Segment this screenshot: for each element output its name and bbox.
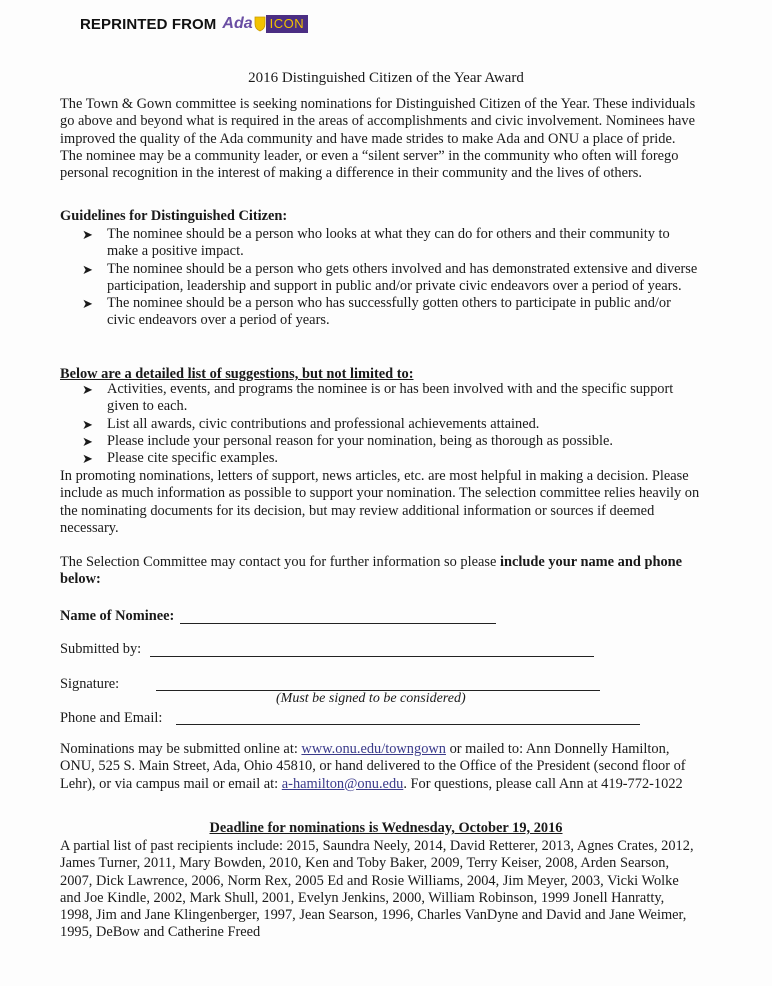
signature-label: Signature: xyxy=(60,676,120,692)
email-link[interactable]: a-hamilton@onu.edu xyxy=(281,775,404,792)
submission-text-1: Nominations may be submitted online at: xyxy=(60,741,302,757)
deadline-heading: Deadline for nominations is Wednesday, October 19, 2016 xyxy=(209,820,563,836)
shield-icon xyxy=(254,16,266,32)
list-item xyxy=(82,433,702,450)
list-item-text: Activities, events, and programs the nominee is or has been involved with and the specific support given to each. xyxy=(107,381,674,415)
list-item xyxy=(82,381,702,416)
arrowhead-bullet-icon: ➤ xyxy=(82,296,93,312)
contact-paragraph xyxy=(60,554,700,589)
list-item-text: Please cite specific examples. xyxy=(107,450,279,467)
contact-text: The Selection Committee may contact you for further information so please xyxy=(60,554,500,570)
contact-bold-text: include your name and phone below: xyxy=(60,554,683,588)
logo-ada-text: Ada xyxy=(222,15,253,32)
list-item xyxy=(82,226,702,261)
reprint-label: REPRINTED FROM xyxy=(80,15,217,33)
arrowhead-bullet-icon: ➤ xyxy=(82,261,93,277)
arrowhead-bullet-icon: ➤ xyxy=(82,227,93,242)
list-item xyxy=(82,261,702,296)
arrowhead-bullet-icon: ➤ xyxy=(82,416,93,432)
submission-text-3: . For questions, please call Ann at 419-772-1022 xyxy=(403,775,683,792)
list-item xyxy=(82,295,702,330)
guidelines-list xyxy=(82,226,702,330)
list-item xyxy=(82,450,702,467)
signature-note: (Must be signed to be considered) xyxy=(276,691,466,706)
arrowhead-bullet-icon: ➤ xyxy=(82,382,93,397)
nominee-label: Name of Nominee: xyxy=(60,608,175,624)
reprint-banner xyxy=(80,14,308,34)
towngown-link[interactable]: www.onu.edu/towngown xyxy=(301,741,446,757)
list-item-text: The nominee should be a person who has successfully gotten others to participate in public and/or civic endeavors over a period of years. xyxy=(107,295,671,329)
list-item-text: The nominee should be a person who gets others involved and has demonstrated extensive and diverse participation, leadership and support in public and/or private civic endeavors over a period of years. xyxy=(107,260,698,294)
suggestions-list xyxy=(82,381,702,467)
submission-paragraph xyxy=(60,741,700,793)
suggestions-heading: Below are a detailed list of suggestions, but not limited to: xyxy=(60,366,414,382)
promotion-paragraph: In promoting nominations, letters of support, news articles, etc. are most helpful in making a decision. Please include as much information as possible to support your nomination. The selection committee relies heavily on the nominating documents for its decision, but may review additional information or sources if deemed necessary. xyxy=(60,468,700,536)
past-recipients-paragraph: A partial list of past recipients include: 2015, Saundra Neely, 2014, David Retterer, 2013, Agnes Crates, 2012, James Turner, 2011, Mary Bowden, 2010, Ken and Toby Baker, 2009, Terry Keiser, 2008, Arden Searson, 2007, Dick Lawrence, 2006, Norm Rex, 2005 Ed and Rosie Williams, 2004, Jim Meyer, 2003, Vicki Wolke and Joe Kindle, 2002, Mark Shull, 2001, Evelyn Jenkins, 2000, William Robinson, 1999 Jonell Hanratty, 1998, Jim and Jane Klingenberger, 1997, Jean Searson, 1996, Charles VanDyne and David and Jane Weimer, 1995, DeBow and Catherine Freed xyxy=(60,838,694,941)
list-item-text: List all awards, civic contributions and professional achievements attained. xyxy=(107,415,540,432)
nominee-name-field[interactable] xyxy=(180,623,496,624)
logo-icon-text: ICON xyxy=(266,15,309,33)
arrowhead-bullet-icon: ➤ xyxy=(82,433,93,449)
submitted-by-label: Submitted by: xyxy=(60,641,142,657)
ada-icon-logo xyxy=(222,14,308,34)
phone-email-label: Phone and Email: xyxy=(60,710,163,726)
guidelines-heading: Guidelines for Distinguished Citizen: xyxy=(60,208,288,224)
list-item xyxy=(82,416,702,433)
arrowhead-bullet-icon: ➤ xyxy=(82,451,93,467)
submitted-by-field[interactable] xyxy=(150,656,594,657)
submission-text-2: or mailed to: Ann Donnelly Hamilton, ONU, 525 S. Main Street, Ada, Ohio 45810, or hand delivered to the Office of the President (second floor of Lehr), or via campus mail or email at: xyxy=(60,741,686,792)
intro-paragraph: The Town & Gown committee is seeking nominations for Distinguished Citizen of the Year. These individuals go above and beyond what is required in the areas of accomplishments and civic involvement. Nominees have improved the quality of the Ada community and have made strides to make Ada and ONU a place of pride. The nominee may be a community leader, or even a “silent server” in the community who often will forego personal recognition in the interest of making a difference in their community and the lives of others. xyxy=(60,96,696,182)
document-title: 2016 Distinguished Citizen of the Year Award xyxy=(248,70,524,86)
list-item-text: The nominee should be a person who looks at what they can do for others and their community to make a positive impact. xyxy=(107,226,670,260)
phone-email-field[interactable] xyxy=(176,724,640,725)
list-item-text: Please include your personal reason for your nomination, being as thorough as possible. xyxy=(107,432,613,449)
